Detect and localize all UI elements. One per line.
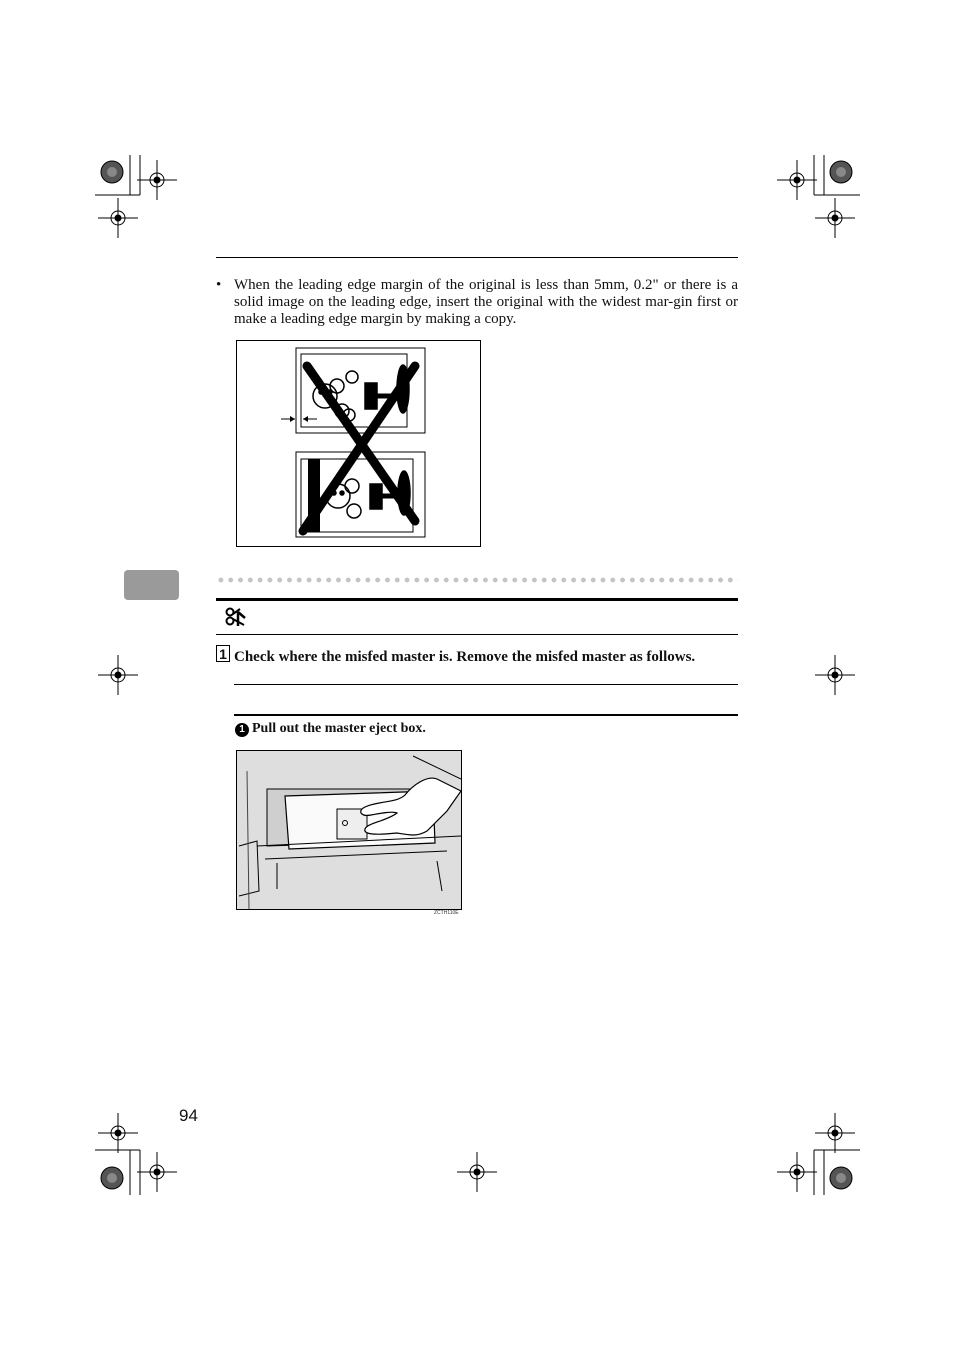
step-text: Check where the misfed master is. Remove the misfed master as follows. — [234, 649, 696, 665]
figure-code: ZCTH110E — [434, 910, 459, 916]
eject-box-figure — [236, 750, 462, 910]
chapter-tab — [124, 570, 179, 600]
substep-text: Pull out the master eject box. — [252, 721, 426, 736]
section-bottom-rule — [216, 634, 738, 635]
bullet-mark: • — [216, 277, 222, 293]
section-top-rule — [216, 598, 738, 601]
header-rule — [216, 257, 738, 258]
substep-number: 1 — [235, 723, 249, 737]
page-number: 94 — [179, 1106, 198, 1125]
step-number: 1 — [216, 645, 230, 662]
color-target-icon — [101, 161, 123, 183]
leading-edge-figure — [236, 340, 481, 547]
dotted-separator — [216, 575, 738, 585]
eject-box-illustration — [237, 751, 461, 909]
leading-edge-illustration — [237, 341, 480, 546]
misfeed-icon — [224, 606, 248, 628]
note-paragraph — [216, 277, 738, 328]
subsection-top-rule — [234, 684, 738, 685]
note-text: When the leading edge margin of the original is less than 5mm, 0.2" or there is a solid image on the leading edge, insert the original with the widest mar-gin first or make a leading edge margin by making a copy. — [234, 277, 738, 327]
subsection-bottom-rule — [234, 714, 738, 716]
